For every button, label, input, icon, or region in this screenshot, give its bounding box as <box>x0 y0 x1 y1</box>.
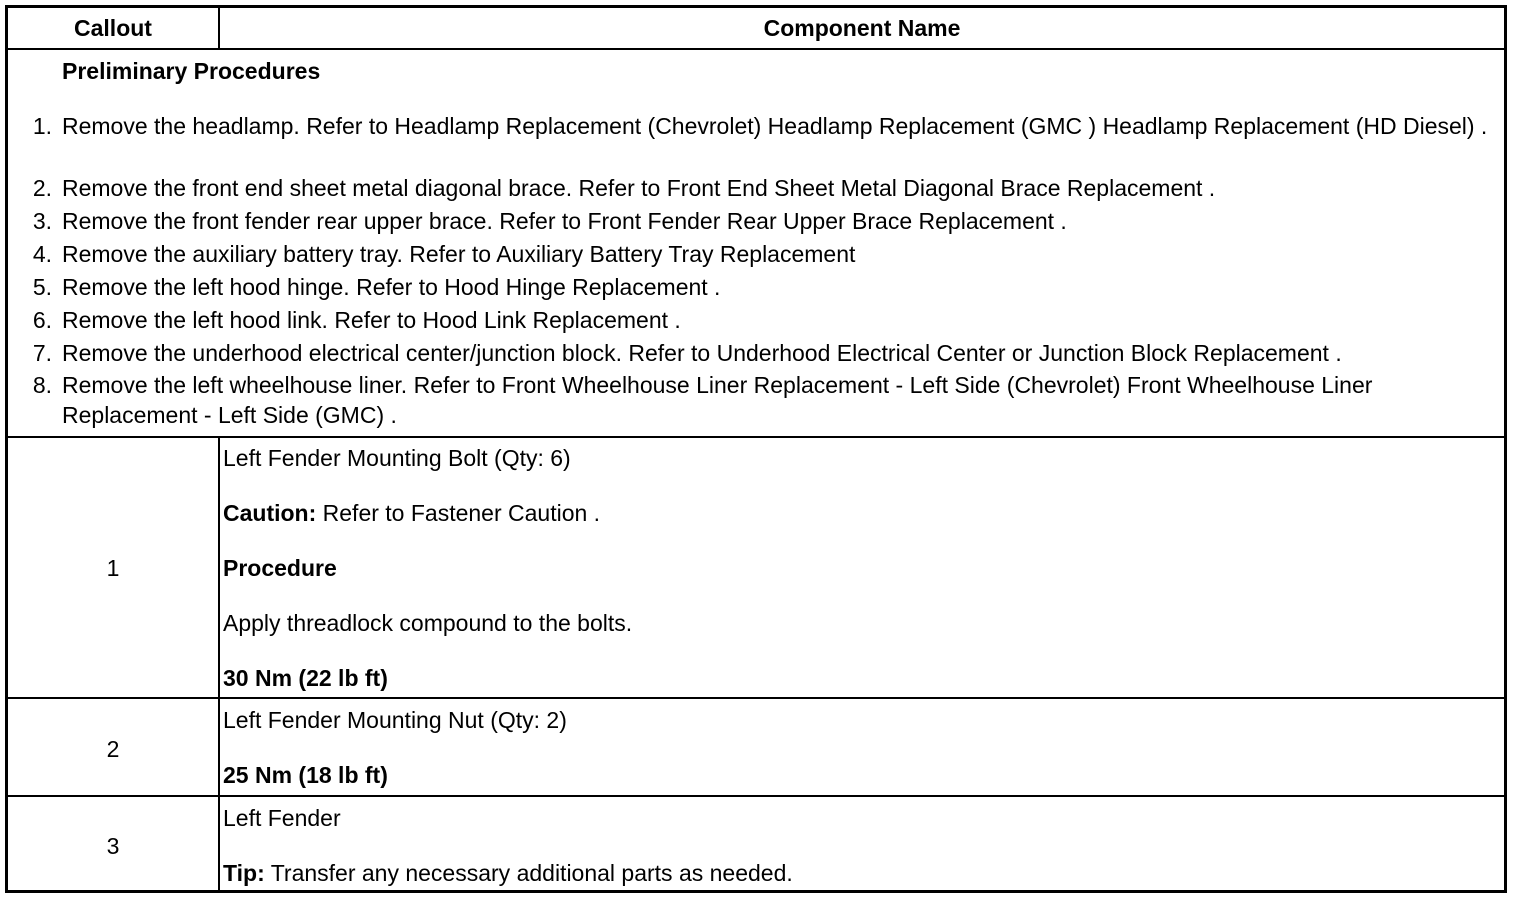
tip-note <box>223 858 793 888</box>
row-divider <box>8 436 1504 438</box>
step-text: Remove the front fender rear upper brace. Refer to Front Fender Rear Upper Brace Replacement . <box>62 208 1067 234</box>
step-number: 2. <box>32 175 52 201</box>
header-component-name: Component Name <box>763 15 961 41</box>
step-number: 4. <box>32 241 52 267</box>
step-text: Remove the front end sheet metal diagonal brace. Refer to Front End Sheet Metal Diagonal Brace Replacement . <box>62 175 1216 201</box>
component-name: Left Fender Mounting Nut (Qty: 2) <box>223 707 567 733</box>
component-name: Left Fender <box>223 805 341 831</box>
torque-spec: 25 Nm (18 lb ft) <box>223 762 388 788</box>
callout-number: 3 <box>106 833 120 859</box>
tip-label: Tip: <box>223 860 265 886</box>
step-number: 1. <box>32 113 52 139</box>
callout-number: 2 <box>106 736 120 762</box>
step-number: 6. <box>32 307 52 333</box>
row-divider <box>8 795 1504 797</box>
row-divider <box>8 697 1504 699</box>
list-item <box>8 111 1503 171</box>
step-text: Remove the headlamp. Refer to Headlamp Replacement (Chevrolet) Headlamp Replacement (GMC ) Headlamp Replacement (HD Diesel) . <box>62 113 1488 139</box>
header-callout: Callout <box>74 15 152 41</box>
torque-spec: 30 Nm (22 lb ft) <box>223 665 388 691</box>
step-number: 5. <box>32 274 52 300</box>
step-text: Remove the auxiliary battery tray. Refer to Auxiliary Battery Tray Replacement <box>62 241 856 267</box>
caution-note <box>223 498 600 528</box>
callout-number: 1 <box>106 555 120 581</box>
header-divider <box>8 48 1504 50</box>
step-number: 8. <box>32 372 52 398</box>
step-text: Remove the left wheelhouse liner. Refer to Front Wheelhouse Liner Replacement - Left Side (Chevrolet) Front Wheelhouse Liner Replacement - Left Side (GMC) . <box>62 372 1373 428</box>
procedure-text: Apply threadlock compound to the bolts. <box>223 610 633 636</box>
body-column-divider <box>218 436 220 893</box>
procedure-label: Procedure <box>223 555 337 581</box>
preliminary-title: Preliminary Procedures <box>62 58 321 84</box>
component-name: Left Fender Mounting Bolt (Qty: 6) <box>223 445 571 471</box>
procedure-table <box>5 5 1507 893</box>
list-item <box>8 370 1503 430</box>
caution-label: Caution: <box>223 500 317 526</box>
tip-text: Transfer any necessary additional parts as needed. <box>264 860 793 886</box>
step-text: Remove the left hood hinge. Refer to Hood Hinge Replacement . <box>62 274 721 300</box>
caution-text: Refer to Fastener Caution . <box>316 500 601 526</box>
step-text: Remove the underhood electrical center/junction block. Refer to Underhood Electrical Center or Junction Block Replacement . <box>62 340 1342 366</box>
step-number: 3. <box>32 208 52 234</box>
step-text: Remove the left hood link. Refer to Hood Link Replacement . <box>62 307 681 333</box>
step-number: 7. <box>32 340 52 366</box>
